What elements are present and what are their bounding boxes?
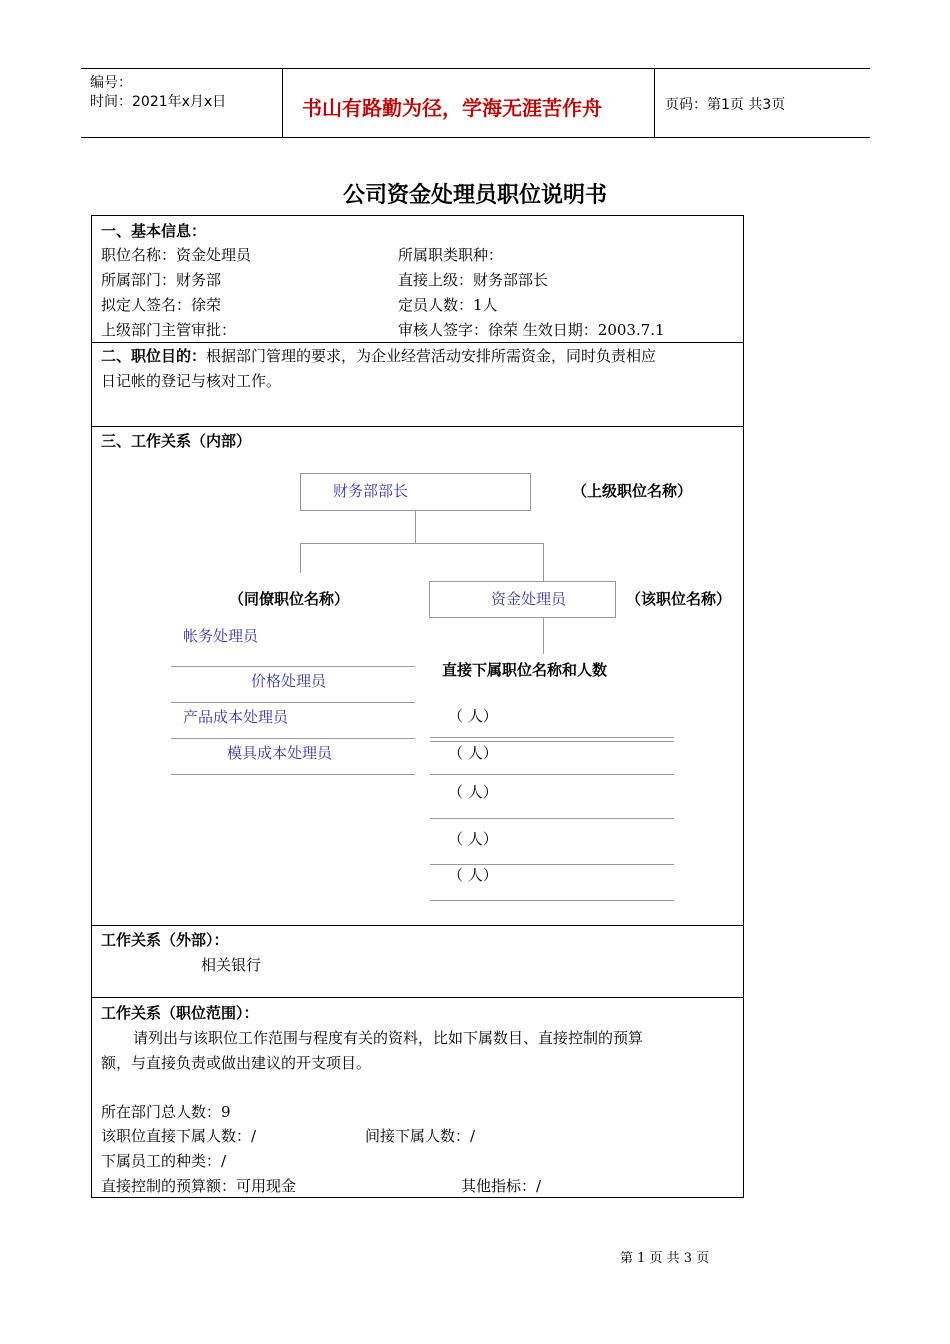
dept-total: 所在部门总人数：9 [101, 1103, 231, 1121]
subordinate-item: （ 人） [448, 866, 498, 884]
peer-divider [171, 774, 415, 775]
subordinate-divider [430, 774, 674, 775]
other-indicators: 其他指标：/ [461, 1177, 542, 1195]
org-connector [543, 618, 544, 654]
purpose-line-2: 日记帐的登记与核对工作。 [101, 372, 282, 390]
subordinate-item: （ 人） [448, 707, 498, 725]
subordinate-item: （ 人） [448, 744, 498, 762]
purpose-heading: 二、职位目的： [101, 347, 207, 365]
direct-superior: 直接上级：财务部部长 [398, 271, 549, 289]
peer-divider [171, 702, 415, 703]
peer-item: 产品成本处理员 [183, 708, 289, 726]
job-category: 所属职类职种： [398, 246, 504, 264]
budget: 直接控制的预算额：可用现金 [101, 1177, 297, 1195]
self-note: （该职位名称） [626, 590, 732, 608]
headcount: 定员人数：1人 [398, 296, 498, 314]
department: 所属部门：财务部 [101, 271, 222, 289]
subordinates-heading: 直接下属职位名称和人数 [442, 661, 608, 679]
self-box-label: 资金处理员 [491, 590, 567, 608]
subordinate-divider [430, 818, 674, 819]
section-divider [91, 997, 744, 998]
scope-line-2: 额，与直接负责或做出建议的开支项目。 [101, 1054, 372, 1072]
position-name: 职位名称：资金处理员 [101, 246, 252, 264]
scope-heading: 工作关系（职位范围）： [101, 1004, 259, 1022]
page-footer: 第 1 页 共 3 页 [620, 1251, 710, 1266]
basic-info-heading: 一、基本信息： [101, 222, 207, 240]
peer-divider [171, 738, 415, 739]
subordinate-item: （ 人） [448, 830, 498, 848]
peer-note: （同僚职位名称） [229, 590, 350, 608]
document-header [81, 68, 870, 138]
external-relations-content: 相关银行 [201, 956, 262, 974]
org-connector [543, 543, 544, 581]
section-divider [91, 925, 744, 926]
org-connector [300, 543, 544, 544]
subordinate-types: 下属员工的种类：/ [101, 1152, 227, 1170]
page-info: 页码：第1页 共3页 [665, 97, 786, 113]
subordinate-divider [430, 737, 674, 738]
motto: 书山有路勤为径，学海无涯苦作舟 [302, 96, 602, 120]
dept-approval: 上级部门主管审批： [101, 321, 237, 339]
number-label: 编号： [90, 75, 132, 91]
drafter: 拟定人签名：徐荣 [101, 296, 222, 314]
reviewer: 审核人签字：徐荣 生效日期：2003.7.1 [398, 321, 665, 339]
internal-relations-heading: 三、工作关系（内部） [101, 432, 252, 450]
external-relations-heading: 工作关系（外部）： [101, 931, 229, 949]
page-title: 公司资金处理员职位说明书 [342, 182, 607, 208]
superior-note: （上级职位名称） [572, 482, 693, 500]
header-divider [282, 69, 283, 137]
purpose-line-1 [101, 344, 656, 369]
direct-subordinates: 该职位直接下属人数：/ [101, 1127, 257, 1145]
peer-item: 模具成本处理员 [227, 744, 333, 762]
header-divider [654, 69, 655, 137]
peer-item: 帐务处理员 [183, 627, 259, 645]
subordinate-item: （ 人） [448, 783, 498, 801]
purpose-text: 根据部门管理的要求，为企业经营活动安排所需资金，同时负责相应 [206, 347, 657, 365]
time-label: 时间：2021年x月x日 [90, 94, 227, 110]
org-connector [415, 511, 416, 543]
org-connector [300, 543, 301, 573]
superior-box-label: 财务部部长 [333, 482, 409, 500]
section-divider [91, 426, 744, 427]
scope-line-1: 请列出与该职位工作范围与程度有关的资料，比如下属数目、直接控制的预算 [133, 1029, 644, 1047]
peer-item: 价格处理员 [251, 672, 327, 690]
subordinate-divider [430, 900, 674, 901]
indirect-subordinates: 间接下属人数：/ [365, 1127, 476, 1145]
peer-divider [171, 666, 415, 667]
